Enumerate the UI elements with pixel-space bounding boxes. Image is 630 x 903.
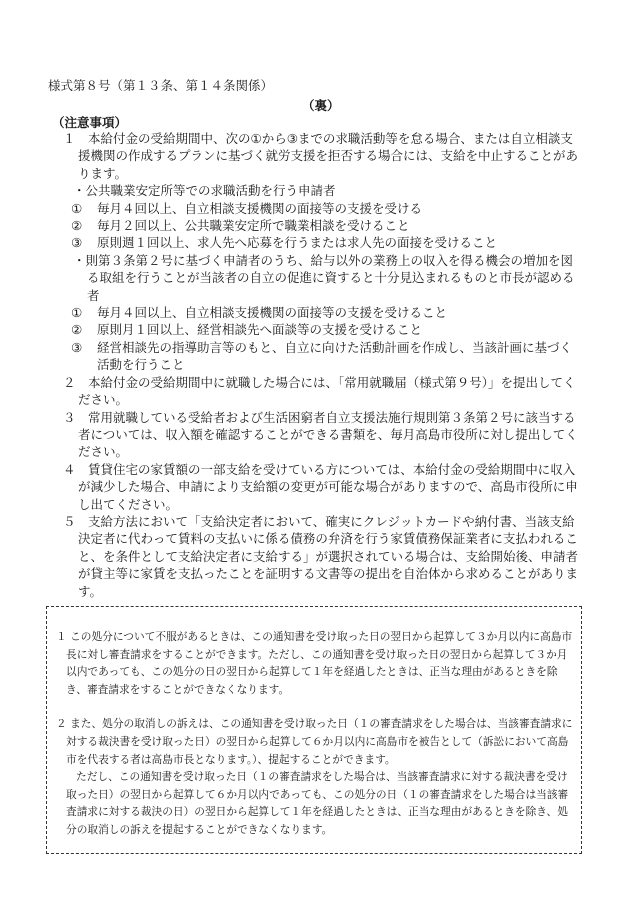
note-subitem-text: 毎月４回以上、自立相談支援機関の面接等の支援を受けること bbox=[97, 305, 448, 321]
appeal-notice-text bbox=[56, 628, 576, 839]
note-item-3: ３ 常用就職している受給者および生活困窮者自立支援法施行規則第３条第２号に該当する者については、収入額を確認することができる書類を、毎月高島市役所に対し提出してください。 bbox=[63, 409, 578, 460]
circled-number: ① bbox=[71, 305, 83, 321]
note-subitem-text: 毎月２回以上、公共職業安定所で職業相談を受けること bbox=[97, 218, 410, 234]
note-subitem bbox=[52, 217, 582, 234]
notes-title: （注意事項） bbox=[52, 115, 128, 130]
appeal-paragraph-1: １ この処分について不服があるときは、この通知書を受け取った日の翌日から起算して３か月以内に高島市長に対し審査請求をすることができます。ただし、この通知書を受け取った日の翌日から起算して３か月以内であっても、この処分の日の翌日から起算して１年を経過したときは、正当な理由があるときを除き、審査請求をすることができなくなります。 bbox=[56, 630, 573, 696]
circled-number: ① bbox=[71, 200, 83, 216]
note-subitem-text: 原則月１回以上、経営相談先へ面談等の支援を受けること bbox=[97, 322, 423, 338]
note-subitem-text: 毎月４回以上、自立相談支援機関の面接等の支援を受ける bbox=[97, 200, 423, 216]
notes-section bbox=[52, 130, 582, 600]
page-side-label: （裏） bbox=[302, 98, 340, 113]
appeal-paragraph-3: ただし、この通知書を受け取った日（１の審査請求をした場合は、当該審査請求に対する裁決書を受け取った日）の翌日から起算して６か月以内であっても、この処分の日（１の審査請求をした場合は当該審査請求に対する裁決の日）の翌日から起算して１年を経過したときは、正当な理由があるときを除き、処分の取消しの訴えを提起することができなくなります。 bbox=[66, 770, 569, 836]
appeal-paragraph-2: ２ また、処分の取消しの訴えは、この通知書を受け取った日（１の審査請求をした場合は、当該審査請求に対する裁決書を受け取った日）の翌日から起算して６か月以内に高島市を被告として（訴訟において高島市を代表する者は高島市長となります。）、提起することができます。 bbox=[56, 717, 573, 766]
note-subitem-text: 経営相談先の指導助言等のもと、自立に向けた活動計画を作成し、当該計画に基づく活動を行うこと bbox=[97, 339, 573, 373]
note-subitem bbox=[52, 304, 582, 321]
note-bullet-self-employed: ・則第３条第２号に基づく申請者のうち、給与以外の業務上の収入を得る機会の増加を図る取組を行うことが当該者の自立の促進に資すると十分見込まれるものと市長が認める者 bbox=[73, 252, 575, 303]
note-item-4: ４ 賃貸住宅の家賃額の一部支給を受けている方については、本給付金の受給期間中に収入が減少した場合、申請により支給額の変更が可能な場合がありますので、高島市役所に申し出てください。 bbox=[63, 461, 578, 512]
circled-number: ③ bbox=[71, 235, 83, 251]
circled-number: ② bbox=[71, 322, 83, 338]
circled-number: ③ bbox=[71, 339, 83, 355]
form-number: 様式第８号（第１３条、第１４条関係） bbox=[48, 78, 274, 93]
note-subitem bbox=[52, 339, 582, 374]
note-subitem bbox=[52, 200, 582, 217]
note-item-1: １ 本給付金の受給期間中、次の①から③までの求職活動等を怠る場合、または自立相談支援機関の作成するプランに基づく就労支援を拒否する場合には、支給を中止することがあります。 bbox=[63, 131, 579, 181]
note-item-2: ２ 本給付金の受給期間中に就職した場合には、「常用就職届（様式第９号）」を提出してください。 bbox=[63, 374, 576, 408]
note-subitem bbox=[52, 321, 582, 338]
note-subitem bbox=[52, 234, 582, 251]
note-bullet-job-seeker: ・公共職業安定所等での求職活動を行う申請者 bbox=[73, 183, 336, 199]
circled-number: ② bbox=[71, 218, 83, 234]
note-subitem-text: 原則週１回以上、求人先へ応募を行うまたは求人先の面接を受けること bbox=[97, 235, 498, 251]
note-item-5: ５ 支給方法において「支給決定者において、確実にクレジットカードや納付書、当該支給決定者に代わって賃料の支払いに係る債務の弁済を行う家賃債務保証業者に支払われること、を条件として支給決定者に支給する」が選択されている場合は、支給開始後、申請者が貸主等に家賃を支払ったことを証明する文書等の提出を自治体から求めることがあります。 bbox=[63, 513, 579, 599]
paragraph-gap bbox=[56, 698, 576, 715]
